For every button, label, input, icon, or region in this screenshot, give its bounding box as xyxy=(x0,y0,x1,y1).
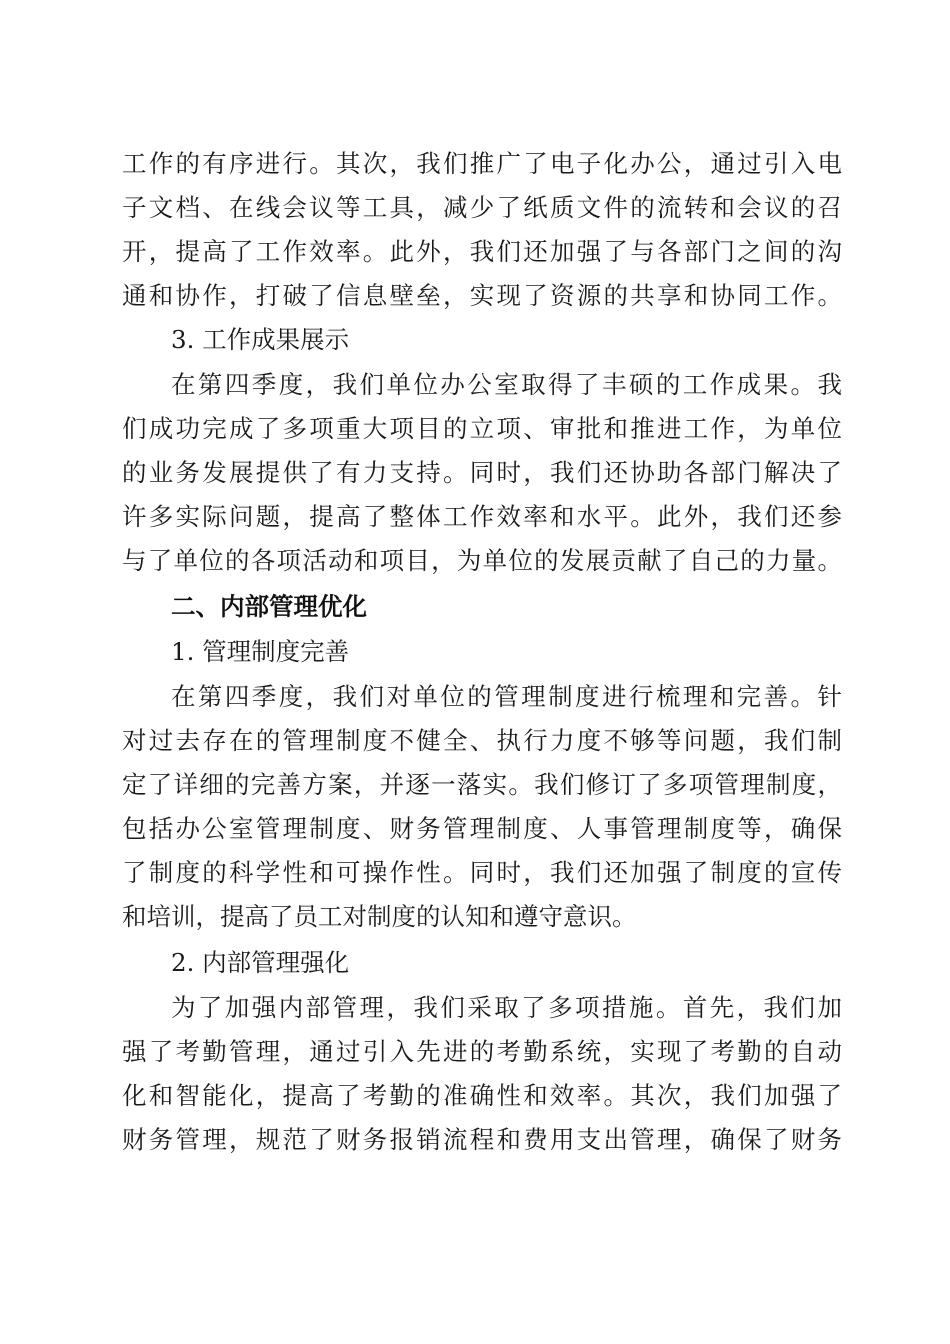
paragraph-line: 与了单位的各项活动和项目，为单位的发展贡献了自己的力量。 xyxy=(122,546,842,575)
paragraph-line: 定了详细的完善方案，并逐一落实。我们修订了多项管理制度， xyxy=(122,770,842,799)
paragraph-line: 财务管理，规范了财务报销流程和费用支出管理，确保了财务 xyxy=(122,1125,842,1154)
paragraph-line: 开，提高了工作效率。此外，我们还加强了与各部门之间的沟 xyxy=(122,237,842,266)
subheading-management-strengthening: 2. 内部管理强化 xyxy=(171,948,350,977)
paragraph-line: 化和智能化，提高了考勤的准确性和效率。其次，我们加强了 xyxy=(122,1081,842,1110)
paragraph-line: 强了考勤管理，通过引入先进的考勤系统，实现了考勤的自动 xyxy=(122,1037,842,1066)
subheading-system-improvement: 1. 管理制度完善 xyxy=(171,637,350,666)
paragraph-line: 和培训，提高了员工对制度的认知和遵守意识。 xyxy=(122,902,637,931)
section-heading-internal-management: 二、内部管理优化 xyxy=(171,592,367,621)
paragraph-line: 了制度的科学性和可操作性。同时，我们还加强了制度的宣传 xyxy=(122,858,842,887)
paragraph-line: 包括办公室管理制度、财务管理制度、人事管理制度等，确保 xyxy=(122,814,842,843)
paragraph-line: 通和协作，打破了信息壁垒，实现了资源的共享和协同工作。 xyxy=(122,281,842,310)
paragraph-line: 工作的有序进行。其次，我们推广了电子化办公，通过引入电 xyxy=(122,149,842,178)
paragraph-line: 在第四季度，我们对单位的管理制度进行梳理和完善。针 xyxy=(171,682,842,711)
paragraph-line: 为了加强内部管理，我们采取了多项措施。首先，我们加 xyxy=(171,993,842,1022)
paragraph-line: 对过去存在的管理制度不健全、执行力度不够等问题，我们制 xyxy=(122,726,842,755)
paragraph-line: 们成功完成了多项重大项目的立项、审批和推进工作，为单位 xyxy=(122,414,842,443)
subheading-work-results: 3. 工作成果展示 xyxy=(171,325,350,354)
paragraph-line: 许多实际问题，提高了整体工作效率和水平。此外，我们还参 xyxy=(122,502,842,531)
paragraph-line: 的业务发展提供了有力支持。同时，我们还协助各部门解决了 xyxy=(122,458,842,487)
paragraph-line: 在第四季度，我们单位办公室取得了丰硕的工作成果。我 xyxy=(171,370,842,399)
paragraph-line: 子文档、在线会议等工具，减少了纸质文件的流转和会议的召 xyxy=(122,193,842,222)
